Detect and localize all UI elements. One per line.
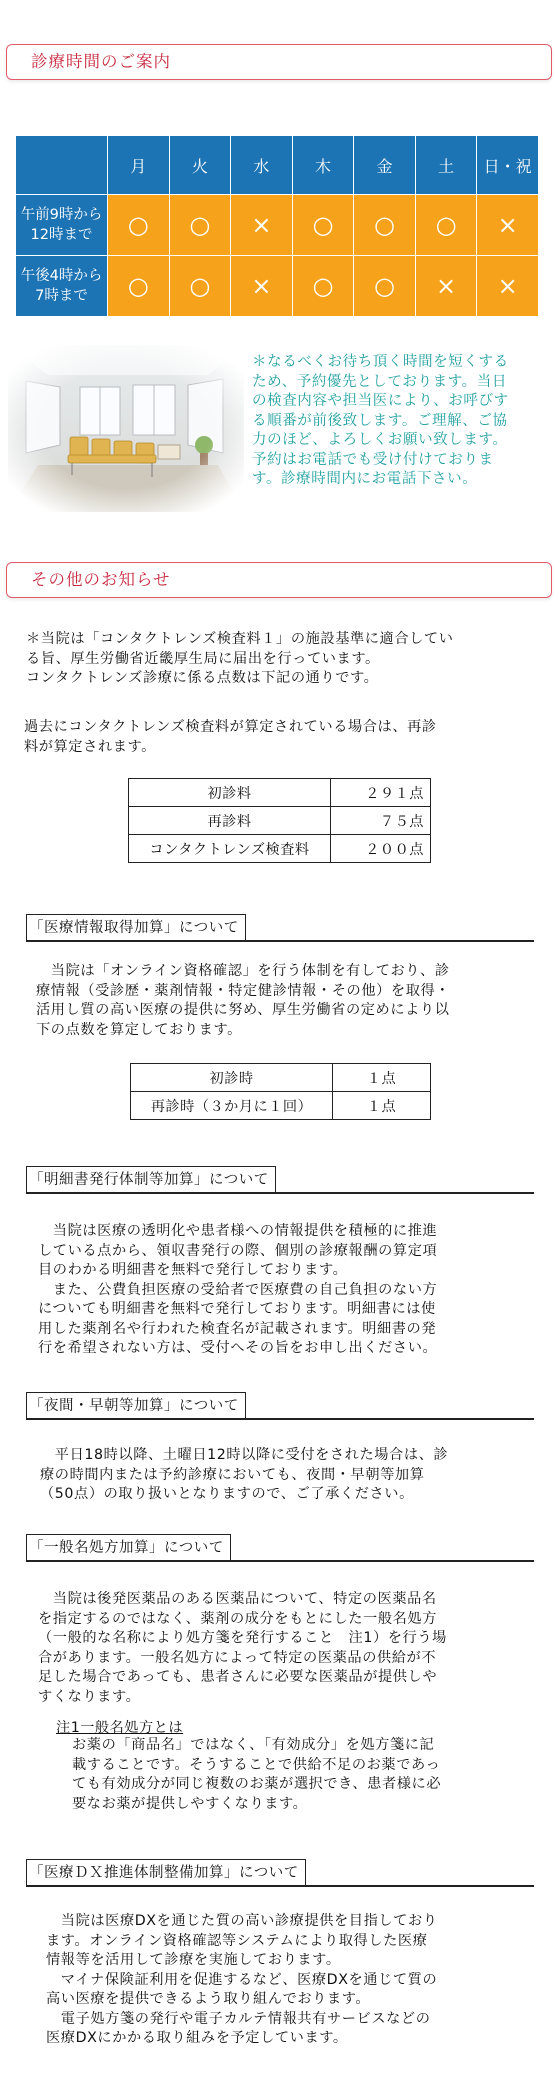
fee-row [129,779,431,807]
notice-line: の検査内容や担当医により、お呼びす [252,393,509,409]
other-notices-heading: その他のお知らせ [6,562,552,598]
time-slot-label-line: 午後4時から [20,268,103,284]
notice-line: す。診療時間内にお電話下さい。 [252,471,478,487]
fee-row [129,807,431,835]
paragraph-line: 平日18時以降、土曜日12時以降に受付をされた場合は、診 [40,1447,449,1463]
paragraph-line: 高い医療を提供できるよう取り組んでおります。 [46,1991,371,2007]
time-slot-label-line: 午前9時から [20,207,103,223]
day-header: 日・祝 [477,136,539,195]
fee-points: ７５点 [331,807,431,835]
paragraph-line: 足した場合であっても、患者さんに必要な医薬品が提供しや [38,1669,438,1685]
notice-line: 力のほど、よろしくお願い致します。 [252,432,508,448]
medical-info-heading: 「医療情報取得加算」について [26,914,246,941]
medical-dx-heading: 「医療ＤＸ推進体制整備加算」について [26,1859,306,1886]
medical-dx-body [46,1912,546,2049]
generic-heading: 「一般名処方加算」について [26,1534,231,1561]
time-slot-label [16,256,108,317]
notice-line: る順番が前後致します。ご理解、ご協 [252,412,508,429]
hours-heading: 診療時間のご案内 [6,44,552,80]
availability-mark: ○ [415,195,477,256]
contact-lens-past-note [24,718,544,757]
fee-points: １点 [333,1064,431,1092]
paragraph-line: お薬の「商品名」ではなく、「有効成分」を処方箋に記 [72,1737,435,1753]
medical-info-fee-table [130,1063,431,1120]
fee-name: 再診時（３か月に１回） [131,1092,333,1120]
paragraph-line: マイナ保険証利用を促進するなど、医療DXを通じて質の [46,1971,438,1988]
time-slot-label [16,195,108,256]
section-divider [26,1885,534,1887]
schedule-corner-cell [16,136,108,195]
availability-mark: ○ [354,195,416,256]
paragraph-line: 療情報（受診歴・薬剤情報・特定健診情報・その他）を取得・ [36,982,451,999]
paragraph-line: 電子処方箋の発行や電子カルテ情報共有サービスなどの [46,2010,431,2027]
paragraph-line: 療の時間内または予約診療においても、夜間・早朝等加算 [40,1466,425,1483]
section-divider [26,1418,534,1420]
paragraph-line: ＊当院は「コンタクトレンズ検査料１」の施設基準に適合してい [26,631,454,647]
availability-mark: ○ [169,256,231,317]
day-header: 土 [415,136,477,195]
paragraph-line: （50点）の取り扱いとなりますので、ご了承ください。 [40,1486,414,1502]
day-header: 火 [169,136,231,195]
paragraph-line: すくなります。 [38,1688,141,1705]
time-slot-label-line: 12時まで [30,227,93,243]
paragraph-line: 合があります。一般名処方によって特定の医薬品の供給が不 [38,1649,437,1666]
paragraph-line: 当院は医療DXを通じた質の高い診療提供を目指しており [46,1913,438,1929]
schedule-header-row [16,136,539,195]
generic-note-title: 注1一般名処方とは [56,1720,184,1736]
contact-lens-fee-table [128,778,431,863]
generic-note-body [72,1736,542,1814]
availability-mark: ○ [292,195,354,256]
appointment-notice [252,353,552,490]
fee-points: ２９１点 [331,779,431,807]
day-header: 木 [292,136,354,195]
schedule-table [15,135,539,317]
waiting-room-photo [8,345,244,512]
availability-mark: ○ [108,256,170,317]
paragraph-line: 当院は「オンライン資格確認」を行う体制を有しており、診 [36,963,450,979]
availability-mark: ○ [292,256,354,317]
paragraph-line: 載することです。そうすることで供給不足のお薬であっ [72,1756,441,1773]
paragraph-line: 活用し質の高い医療の提供に努め、厚生労働省の定めにより以 [36,1002,450,1018]
fee-name: 再診料 [129,807,331,835]
availability-mark: × [231,195,293,256]
paragraph-line: についても明細書を無料で発行しております。明細書には使 [38,1301,436,1317]
fee-name: 初診時 [131,1064,333,1092]
day-header: 月 [108,136,170,195]
availability-mark: ○ [354,256,416,317]
paragraph-line: 目のわかる明細書を無料で発行しております。 [38,1262,348,1278]
generic-body [38,1590,546,1707]
paragraph-line: 当院は後発医薬品のある医薬品について、特定の医薬品名 [38,1591,437,1607]
day-header: 水 [231,136,293,195]
statement-body [38,1222,546,1359]
paragraph-line: コンタクトレンズ診療に係る点数は下記の通りです。 [26,670,379,686]
paragraph-line: 下の点数を算定しております。 [36,1021,242,1038]
contact-lens-intro [26,630,546,689]
paragraph-line: 料が算定されます。 [24,738,156,755]
paragraph-line: （一般的な名称により処方箋を発行すること 注1）を行う場 [38,1630,447,1646]
paragraph-line: 過去にコンタクトレンズ検査料が算定されている場合は、再診 [24,719,437,735]
notice-line: 予約はお電話でも受け付けておりま [252,451,494,468]
paragraph-line: 情報等を活用して診療を実施しております。 [46,1952,341,1968]
fee-points: １点 [333,1092,431,1120]
paragraph-line: を指定するのではなく、薬剤の成分をもとにした一般名処方 [38,1610,437,1627]
paragraph-line: 要なお薬が提供しやすくなります。 [72,1795,308,1812]
fee-row [129,835,431,863]
paragraph-line: ても有効成分が同じ複数のお薬が選択でき、患者様に必 [72,1776,442,1792]
paragraph-line: 当院は医療の透明化や患者様への情報提供を積極的に推進 [38,1223,438,1239]
paragraph-line: 用した薬剤名や行われた検査名が記載されます。明細書の発 [38,1320,437,1337]
paragraph-line: る旨、厚生労働省近畿厚生局に届出を行っています。 [26,650,380,667]
fee-name: コンタクトレンズ検査料 [129,835,331,863]
availability-mark: ○ [108,195,170,256]
notice-line: ＊なるべくお待ち頂く時間を短くする [252,354,509,370]
fee-row [131,1092,431,1120]
availability-mark: × [231,256,293,317]
availability-mark: × [415,256,477,317]
paragraph-line: 医療DXにかかる取り組みを予定しています。 [46,2030,348,2046]
notice-line: ため、予約優先としております。当日 [252,373,507,390]
paragraph-line: している点から、領収書発行の際、個別の診療報酬の算定項 [38,1242,438,1259]
fee-name: 初診料 [129,779,331,807]
schedule-row-afternoon [16,256,539,317]
schedule-row-morning [16,195,539,256]
fee-points: ２００点 [331,835,431,863]
paragraph-line: 行を希望されない方は、受付へその旨をお申し出ください。 [38,1340,438,1356]
section-divider [26,940,534,942]
night-heading: 「夜間・早朝等加算」について [26,1392,246,1419]
availability-mark: × [477,195,539,256]
fee-row [131,1064,431,1092]
time-slot-label-line: 7時まで [35,288,88,304]
statement-heading: 「明細書発行体制等加算」について [26,1166,276,1193]
section-divider [26,1192,534,1194]
medical-info-body [36,962,544,1040]
paragraph-line: また、公費負担医療の受給者で医療費の自己負担のない方 [38,1281,438,1298]
availability-mark: × [477,256,539,317]
section-divider [26,1560,534,1562]
paragraph-line: ます。オンライン資格確認等システムにより取得した医療 [46,1932,428,1949]
night-body [40,1446,548,1505]
availability-mark: ○ [169,195,231,256]
day-header: 金 [354,136,416,195]
